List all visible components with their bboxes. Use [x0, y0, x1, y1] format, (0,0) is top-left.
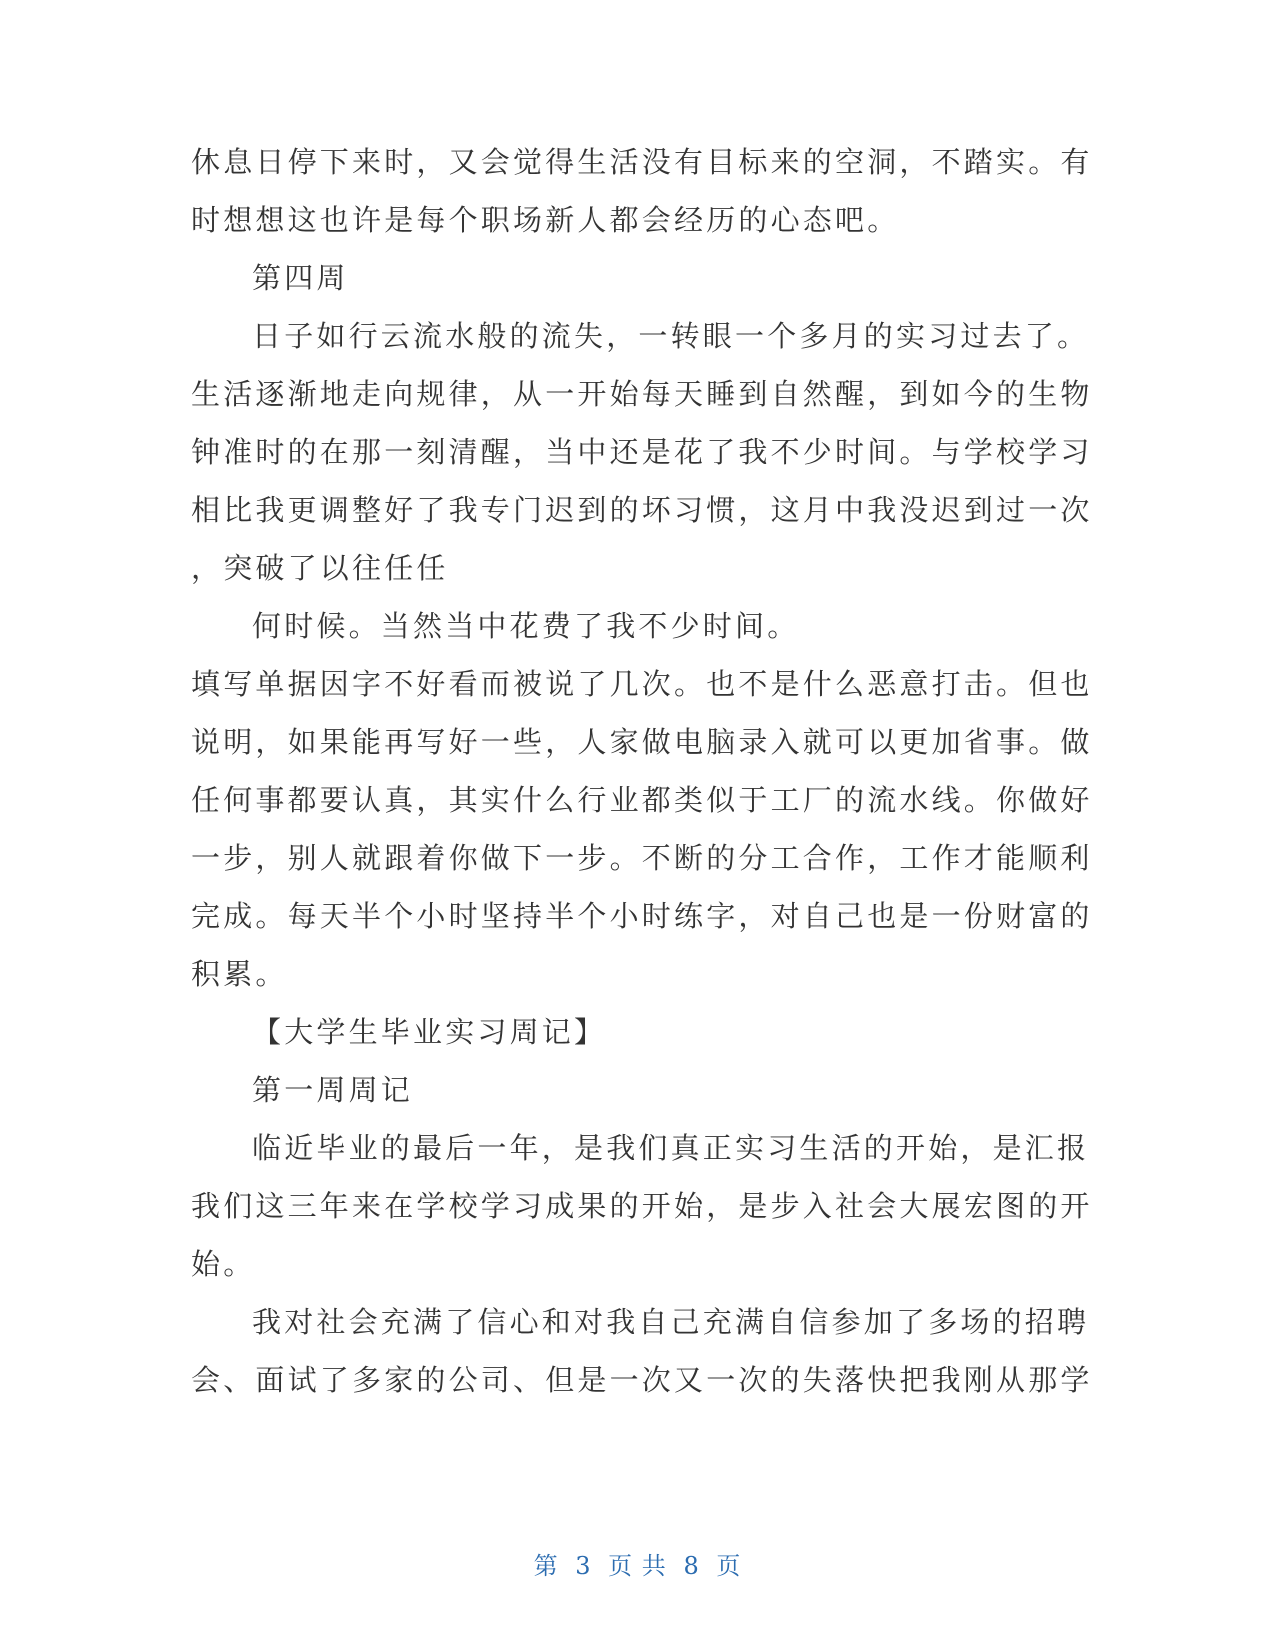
text-line: 积累。	[191, 957, 288, 991]
text-line: ，突破了以往任任	[191, 551, 449, 585]
section-heading: 第一周周记	[252, 1073, 414, 1107]
text-line: 时想想这也许是每个职场新人都会经历的心态吧。	[191, 203, 900, 237]
footer-suffix: 页	[716, 1552, 742, 1580]
text-line: 始。	[191, 1247, 256, 1281]
page-footer	[0, 1546, 1275, 1581]
section-heading: 第四周	[252, 261, 349, 295]
section-heading: 【大学生毕业实习周记】	[252, 1015, 607, 1049]
text-line: 何时候。当然当中花费了我不少时间。	[252, 609, 800, 643]
text-line: 相比我更调整好了我专门迟到的坏习惯，这月中我没迟到过一次	[191, 493, 1093, 527]
footer-page-number: 3	[575, 1552, 592, 1580]
text-line: 生活逐渐地走向规律，从一开始每天睡到自然醒，到如今的生物	[191, 377, 1093, 411]
text-line: 任何事都要认真，其实什么行业都类似于工厂的流水线。你做好	[191, 783, 1093, 817]
text-line: 日子如行云流水般的流失，一转眼一个多月的实习过去了。	[252, 319, 1090, 353]
text-line: 临近毕业的最后一年，是我们真正实习生活的开始，是汇报	[252, 1131, 1090, 1165]
text-line: 填写单据因字不好看而被说了几次。也不是什么恶意打击。但也	[191, 667, 1093, 701]
footer-middle: 页 共	[608, 1552, 667, 1580]
text-line: 我们这三年来在学校学习成果的开始，是步入社会大展宏图的开	[191, 1189, 1093, 1223]
text-line: 休息日停下来时，又会觉得生活没有目标来的空洞，不踏实。有	[191, 145, 1093, 179]
text-line: 我对社会充满了信心和对我自己充满自信参加了多场的招聘	[252, 1305, 1090, 1339]
text-line: 一步，别人就跟着你做下一步。不断的分工合作，工作才能顺利	[191, 841, 1093, 875]
text-line: 完成。每天半个小时坚持半个小时练字，对自己也是一份财富的	[191, 899, 1093, 933]
text-line: 会、面试了多家的公司、但是一次又一次的失落快把我刚从那学	[191, 1363, 1093, 1397]
footer-prefix: 第	[533, 1552, 559, 1580]
text-line: 钟准时的在那一刻清醒，当中还是花了我不少时间。与学校学习	[191, 435, 1093, 469]
text-line: 说明，如果能再写好一些，人家做电脑录入就可以更加省事。做	[191, 725, 1093, 759]
footer-total-pages: 8	[683, 1552, 700, 1580]
